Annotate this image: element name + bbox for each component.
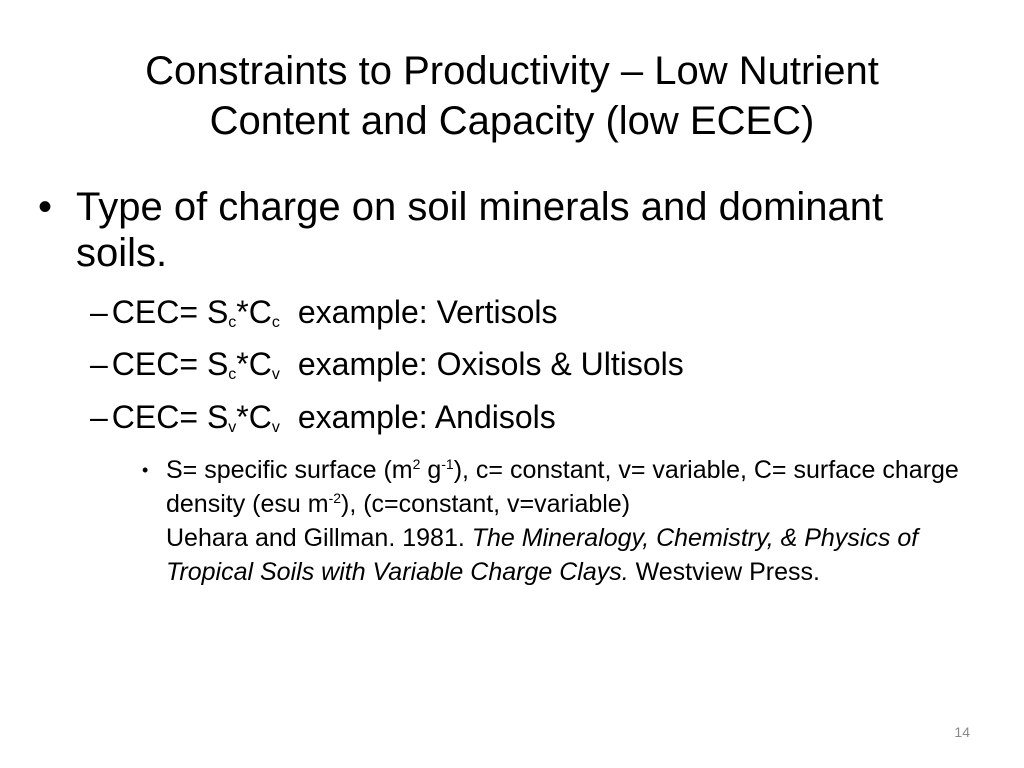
reference-authors: Uehara and Gillman. 1981. <box>166 524 472 552</box>
sub-bullet-dash: – <box>90 346 108 382</box>
reference-citation <box>166 521 966 589</box>
bullet-level-3-text <box>166 453 966 589</box>
reference-publisher: Westview Press. <box>628 558 820 586</box>
bullet-text: Type of charge on soil minerals and dominant soils. <box>76 185 884 275</box>
formula-c-subscript: c <box>271 314 280 331</box>
page-number: 14 <box>954 724 970 740</box>
formula-s-subscript: c <box>228 366 237 383</box>
slide-title <box>40 46 984 146</box>
sub-bullet-andisols <box>90 398 556 436</box>
formula-c-subscript: v <box>271 366 280 383</box>
sub-bullet-example: example: Andisols <box>297 399 556 435</box>
definition-superscript-3: -2 <box>328 490 342 506</box>
definition-superscript-1: 2 <box>412 456 421 472</box>
formula-mid: *C <box>236 346 272 382</box>
bullet-marker: • <box>38 185 53 229</box>
bullet-level-3-marker: • <box>142 460 149 480</box>
sub-bullet-oxisols-ultisols <box>90 345 684 383</box>
sub-bullet-example: example: Vertisols <box>297 294 558 330</box>
sub-bullet-dash: – <box>90 399 108 435</box>
sub-bullet-dash: – <box>90 294 108 330</box>
definition-part-2: g <box>420 456 442 484</box>
formula-mid: *C <box>236 294 272 330</box>
formula-prefix: CEC= S <box>111 346 229 382</box>
reference-book-title: The Mineralogy, Chemistry, & Physics of Tropical Soils with Variable Charge Clays. <box>166 524 919 586</box>
slide-title-line-1: Constraints to Productivity – Low Nutrient <box>145 49 879 93</box>
formula-c-subscript: v <box>271 419 280 436</box>
definition-superscript-2: -1 <box>441 456 454 472</box>
formula-s-subscript: v <box>228 419 237 436</box>
definition-part-3: ), c= constant, v= variable, C= surface charge density (esu m <box>166 456 959 518</box>
formula-s-subscript: c <box>228 314 237 331</box>
formula-mid: *C <box>236 399 272 435</box>
sub-bullet-example: example: Oxisols & Ultisols <box>297 346 684 382</box>
slide-title-line-2: Content and Capacity (low ECEC) <box>209 99 815 143</box>
formula-prefix: CEC= S <box>111 294 229 330</box>
definition-text <box>166 453 966 521</box>
sub-bullet-vertisols <box>90 293 558 331</box>
formula-prefix: CEC= S <box>111 399 229 435</box>
definition-part-4: ), (c=constant, v=variable) <box>341 490 631 518</box>
definition-part-1: S= specific surface (m <box>166 456 413 484</box>
